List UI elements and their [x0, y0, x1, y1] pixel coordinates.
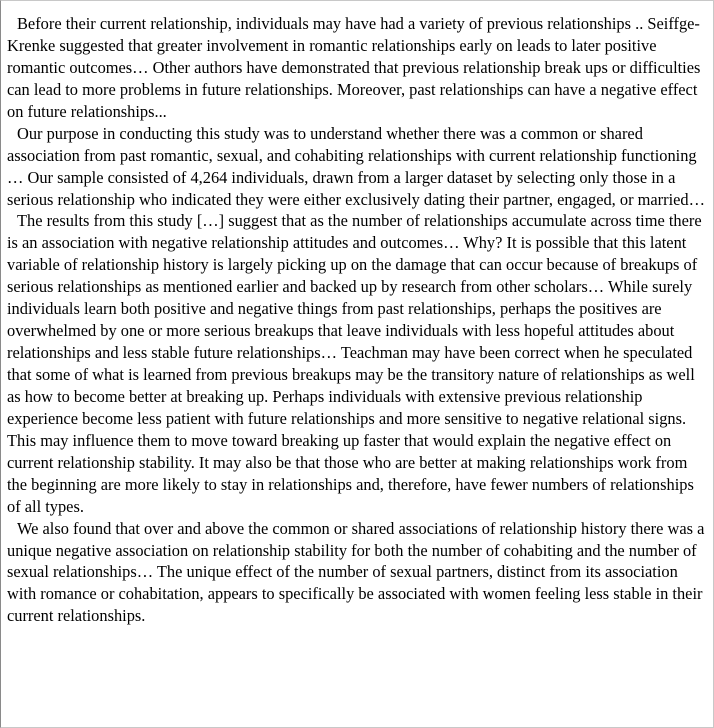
- paragraph-study-purpose: Our purpose in conducting this study was to understand whether there was a common or shared association from past romantic, sexual, and cohabiting relationships with current relationship functioning … Our sample consisted of 4,264 individuals, drawn from a larger dataset by selecting only those in a serious relationship who indicated they were either exclusively dating their partner, engaged, or married…: [7, 123, 705, 209]
- paragraph-previous-relationships: Before their current relationship, individuals may have had a variety of previous relationships .. Seiffge-Krenke suggested that greater involvement in romantic relationships early on leads to later positive romantic outcomes… Other authors have demonstrated that previous relationship break ups or difficulties can lead to more problems in future relationships. Moreover, past relationships can have a negative effect on future relationships...: [7, 14, 701, 121]
- paragraph-results: The results from this study […] suggest that as the number of relationships accumulate across time there is an association with negative relationship attitudes and outcomes… Why? It is possible that this latent variable of relationship history is largely picking up on the damage that can occur because of breakups of serious relationships as mentioned earlier and backed up by research from other scholars… While surely individuals learn both positive and negative things from past relationships, perhaps the positives are overwhelmed by one or more serious breakups that leave individuals with less hopeful attitudes about relationships and less stable future relationships… Teachman may have been correct when he speculated that some of what is learned from previous breakups may be the transitory nature of relationships as well as how to become better at breaking up. Perhaps individuals with extensive previous relationship experience become less patient with future relationships and more sensitive to negative relational signs. This may influence them to move toward breaking up faster that would explain the negative effect on current relationship stability. It may also be that those who are better at making relationships work from the beginning are more likely to stay in relationships and, therefore, have fewer numbers of relationships of all types.: [7, 211, 702, 516]
- paragraph-unique-association: We also found that over and above the common or shared associations of relationship history there was a unique negative association on relationship stability for both the number of cohabiting and the number of sexual relationships… The unique effect of the number of sexual partners, distinct from its association with romance or cohabitation, appears to specifically be associated with women feeling less stable in their current relationships.: [7, 518, 705, 626]
